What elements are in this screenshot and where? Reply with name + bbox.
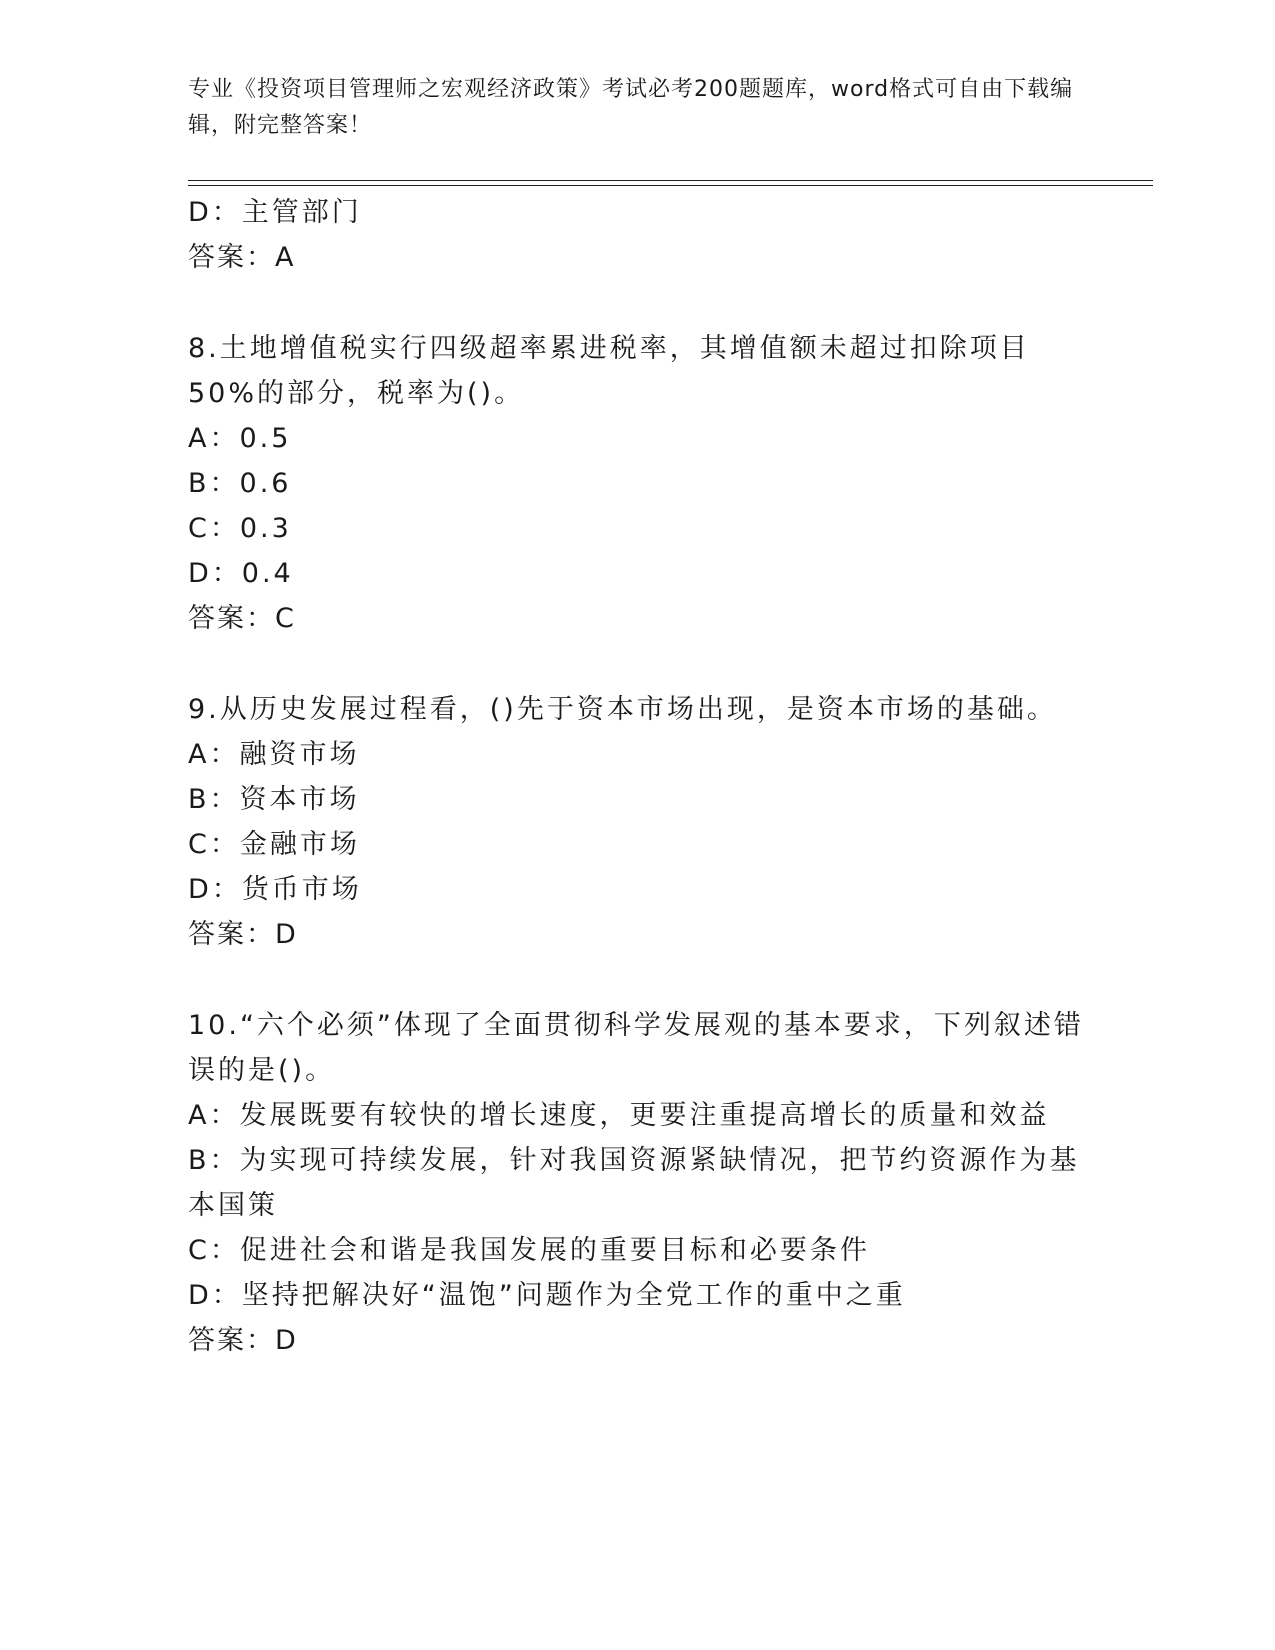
carryover-option-d: D：主管部门 [188, 197, 362, 228]
question-answer: 答案：D [188, 1325, 298, 1356]
header-rule-top [188, 180, 1153, 181]
question-9 [188, 687, 1088, 957]
option-d: D：货币市场 [188, 874, 362, 905]
question-10 [188, 1003, 1088, 1363]
option-a: A：发展既要有较快的增长速度，更要注重提高增长的质量和效益 [188, 1100, 1050, 1131]
option-a: A：融资市场 [188, 739, 360, 770]
page-header: 专业《投资项目管理师之宏观经济政策》考试必考200题题库，word格式可自由下载编辑，附完整答案！ [188, 77, 1074, 138]
option-c: C：0.3 [188, 513, 292, 544]
option-b: B：0.6 [188, 468, 292, 499]
option-d: D：0.4 [188, 558, 294, 589]
question-answer: 答案：C [188, 603, 296, 634]
question-stem: 9.从历史发展过程看，()先于资本市场出现，是资本市场的基础。 [188, 694, 1057, 725]
option-a: A：0.5 [188, 423, 292, 454]
option-b: B：为实现可持续发展，针对我国资源紧缺情况，把节约资源作为基本国策 [188, 1145, 1080, 1221]
document-body [188, 190, 1088, 1363]
carryover-answer: 答案：A [188, 242, 296, 273]
question-8 [188, 326, 1088, 641]
header-rule-bottom [188, 185, 1153, 186]
option-c: C：促进社会和谐是我国发展的重要目标和必要条件 [188, 1235, 870, 1266]
question-stem: 8.土地增值税实行四级超率累进税率，其增值额未超过扣除项目50%的部分，税率为()。 [188, 333, 1030, 409]
option-d: D：坚持把解决好“温饱”问题作为全党工作的重中之重 [188, 1280, 906, 1311]
option-b: B：资本市场 [188, 784, 360, 815]
question-answer: 答案：D [188, 919, 298, 950]
question-stem: 10.“六个必须”体现了全面贯彻科学发展观的基本要求，下列叙述错误的是()。 [188, 1010, 1084, 1086]
option-c: C：金融市场 [188, 829, 360, 860]
